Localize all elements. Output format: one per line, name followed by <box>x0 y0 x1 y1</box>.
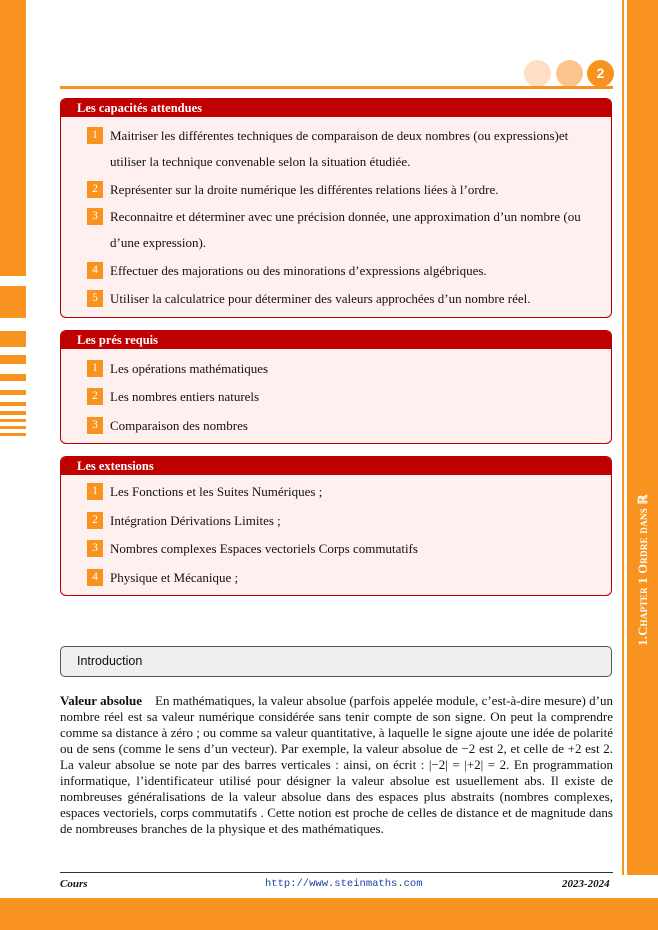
side-rule <box>622 0 624 875</box>
left-bar-stripe <box>0 419 26 422</box>
list-item <box>87 536 597 562</box>
item-number: 4 <box>87 569 103 586</box>
extensions-title: Les extensions <box>61 457 611 475</box>
list-item <box>87 479 597 505</box>
prerequis-box <box>60 330 612 444</box>
list-item <box>87 356 597 382</box>
item-text: Physique et Mécanique ; <box>110 570 239 585</box>
left-bar-stripe <box>0 331 26 347</box>
list-item <box>87 384 597 410</box>
left-bar-stripe <box>0 411 26 415</box>
item-text: Les opérations mathématiques <box>110 361 269 376</box>
item-number: 5 <box>87 290 103 307</box>
left-bar-stripe <box>0 374 26 381</box>
header-rule <box>60 86 613 89</box>
item-number: 1 <box>87 127 103 144</box>
footer-left: Cours <box>60 878 88 890</box>
item-number: 3 <box>87 540 103 557</box>
extensions-box <box>60 456 612 596</box>
left-bar-block <box>0 286 26 318</box>
bottom-bar <box>0 898 658 930</box>
list-item <box>87 123 597 175</box>
left-bar-stripe <box>0 355 26 364</box>
item-number: 3 <box>87 417 103 434</box>
item-text: Représenter sur la droite numérique les différentes relations liées à l’ordre. <box>110 182 499 197</box>
item-number: 1 <box>87 483 103 500</box>
prerequis-title: Les prés requis <box>61 331 611 349</box>
item-number: 2 <box>87 388 103 405</box>
left-bar-stripe <box>0 402 26 406</box>
list-item <box>87 413 597 439</box>
chapter-side-title <box>627 440 658 700</box>
item-number: 2 <box>87 512 103 529</box>
item-text: Comparaison des nombres <box>110 418 248 433</box>
list-item <box>87 508 597 534</box>
list-item <box>87 565 597 591</box>
term-heading: Valeur absolue <box>60 693 143 708</box>
left-bar-stripe <box>0 426 26 429</box>
item-text: Utiliser la calculatrice pour déterminer des valeurs approchées d’un nombre réel. <box>110 291 531 306</box>
item-number: 3 <box>87 208 103 225</box>
left-bar-stripe <box>0 433 26 436</box>
list-item <box>87 177 597 203</box>
item-text: Les nombres entiers naturels <box>110 389 260 404</box>
capacites-box <box>60 98 612 318</box>
item-text: Maitriser les différentes techniques de comparaison de deux nombres (ou expressions)et utiliser la technique convenable selon la situation étudiée. <box>110 128 569 169</box>
item-text: Effectuer des majorations ou des minorations d’expressions algébriques. <box>110 263 487 278</box>
introduction-paragraph <box>60 693 613 837</box>
item-text: Nombres complexes Espaces vectoriels Corps commutatifs <box>110 541 418 556</box>
item-number: 4 <box>87 262 103 279</box>
paragraph-text: En mathématiques, la valeur absolue (parfois appelée module, c’est-à-dire mesure) d’un nombre réel est sa valeur numérique considérée sans tenir compte de son signe. On peut la comprendre comme sa distance à zéro ; ou comme sa valeur quantitative, à laquelle le signe ajoute une idée de polarité ou de sens (comme le sens d’un vecteur). Par exemple, la valeur absolue de −2 est 2, et celle de +2 est 2. La valeur absolue se note par des barres verticales : ainsi, on écrit : |−2| = |+2| = 2. En programmation informatique, l’identificateur utilisé pour désigner la valeur absolue est usuellement abs. Il existe de nombreuses généralisations de la valeur absolue dans des espaces plus abstraits (nombres complexes, espaces vectoriels, corps commutatifs . Cette notion est proche de celles de distance et de magnitude dans de nombreuses branches de la physique et des mathématiques. <box>60 693 613 836</box>
left-bar-stripe <box>0 390 26 395</box>
list-item <box>87 286 597 312</box>
page-number: 2 <box>587 60 614 87</box>
capacites-title: Les capacités attendues <box>61 99 611 117</box>
list-item <box>87 204 597 256</box>
item-text: Les Fonctions et les Suites Numériques ; <box>110 484 323 499</box>
item-number: 1 <box>87 360 103 377</box>
footer-rule <box>60 872 613 873</box>
left-bar-main <box>0 0 26 276</box>
footer-link[interactable]: http://www.steinmaths.com <box>265 878 423 890</box>
item-text: Intégration Dérivations Limites ; <box>110 513 281 528</box>
chapter-label: 1.Chapter 1 Ordre dans ℝ <box>635 494 650 646</box>
footer-right: 2023-2024 <box>562 878 610 890</box>
introduction-box: Introduction <box>60 646 612 677</box>
header-circle <box>556 60 583 87</box>
side-strip <box>627 0 658 875</box>
item-number: 2 <box>87 181 103 198</box>
list-item <box>87 258 597 284</box>
item-text: Reconnaitre et déterminer avec une précision donnée, une approximation d’un nombre (ou d’une expression). <box>110 209 581 250</box>
header-circle <box>524 60 551 87</box>
